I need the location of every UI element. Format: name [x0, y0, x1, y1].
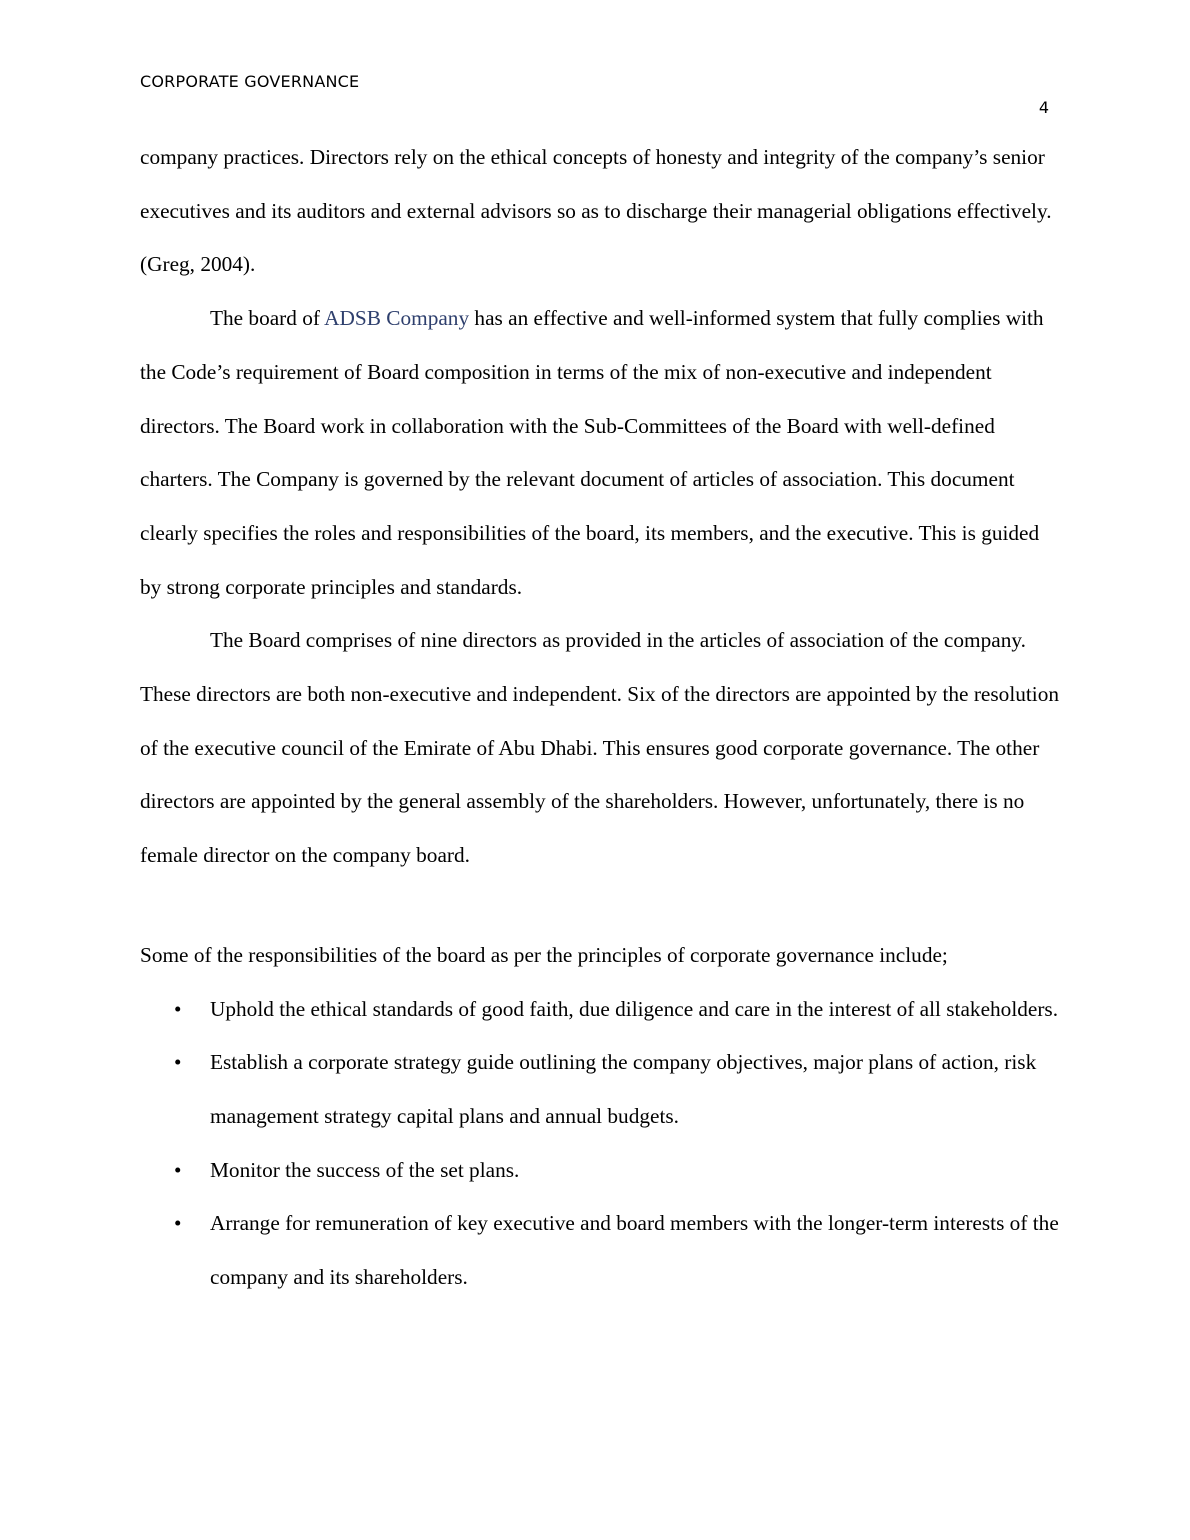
- paragraph-3: The Board comprises of nine directors as provided in the articles of association of the company. These directors are both non-executive and independent. Six of the directors are appointed by the resolution of the executive council of the Emirate of Abu Dhabi. This ensures good corporate governance. The other directors are appointed by the general assembly of the shareholders. However, unfortunately, there is no female director on the company board.: [140, 628, 1060, 868]
- list-item-text: Arrange for remuneration of key executive and board members with the longer-term interests of the company and its shareholders.: [210, 1211, 1059, 1290]
- page-number: 4: [1038, 98, 1049, 117]
- list-item: [140, 983, 1060, 1037]
- bullet-icon: •: [174, 996, 182, 1021]
- list-item-text: Monitor the success of the set plans.: [210, 1157, 520, 1182]
- responsibilities-list: [140, 983, 1060, 1305]
- list-intro: Some of the responsibilities of the board as per the principles of corporate governance include;: [140, 942, 948, 967]
- bullet-icon: •: [174, 1050, 182, 1075]
- paragraph-2: [140, 292, 1060, 614]
- list-item: [140, 1197, 1060, 1304]
- paragraph-2-rest: has an effective and well-informed system that fully complies with the Code’s requirement of Board composition in terms of the mix of non-executive and independent directors. The Board work in collaboration with the Sub-Committees of the Board with well-defined charters. The Company is governed by the relevant document of articles of association. This document clearly specifies the roles and responsibilities of the board, its members, and the executive. This is guided by strong corporate principles and standards.: [140, 306, 1044, 599]
- list-item-text: Establish a corporate strategy guide outlining the company objectives, major plans of action, risk management strategy capital plans and annual budgets.: [210, 1050, 1037, 1128]
- list-item: [140, 1036, 1060, 1143]
- paragraph-2-prefix: The board of: [210, 306, 325, 331]
- list-item: [140, 1144, 1060, 1198]
- paragraph-spacer: [140, 883, 1060, 929]
- document-body: [140, 131, 1060, 1305]
- list-item-text: Uphold the ethical standards of good faith, due diligence and care in the interest of all stakeholders.: [210, 996, 1059, 1021]
- bullet-icon: •: [174, 1211, 182, 1236]
- company-name: ADSB Company: [324, 306, 470, 331]
- bullet-icon: •: [174, 1157, 182, 1182]
- paragraph-1: company practices. Directors rely on the ethical concepts of honesty and integrity of the company’s senior executives and its auditors and external advisors so as to discharge their managerial obligations effectively. (Greg, 2004).: [140, 145, 1052, 277]
- running-header-title: CORPORATE GOVERNANCE: [140, 72, 360, 91]
